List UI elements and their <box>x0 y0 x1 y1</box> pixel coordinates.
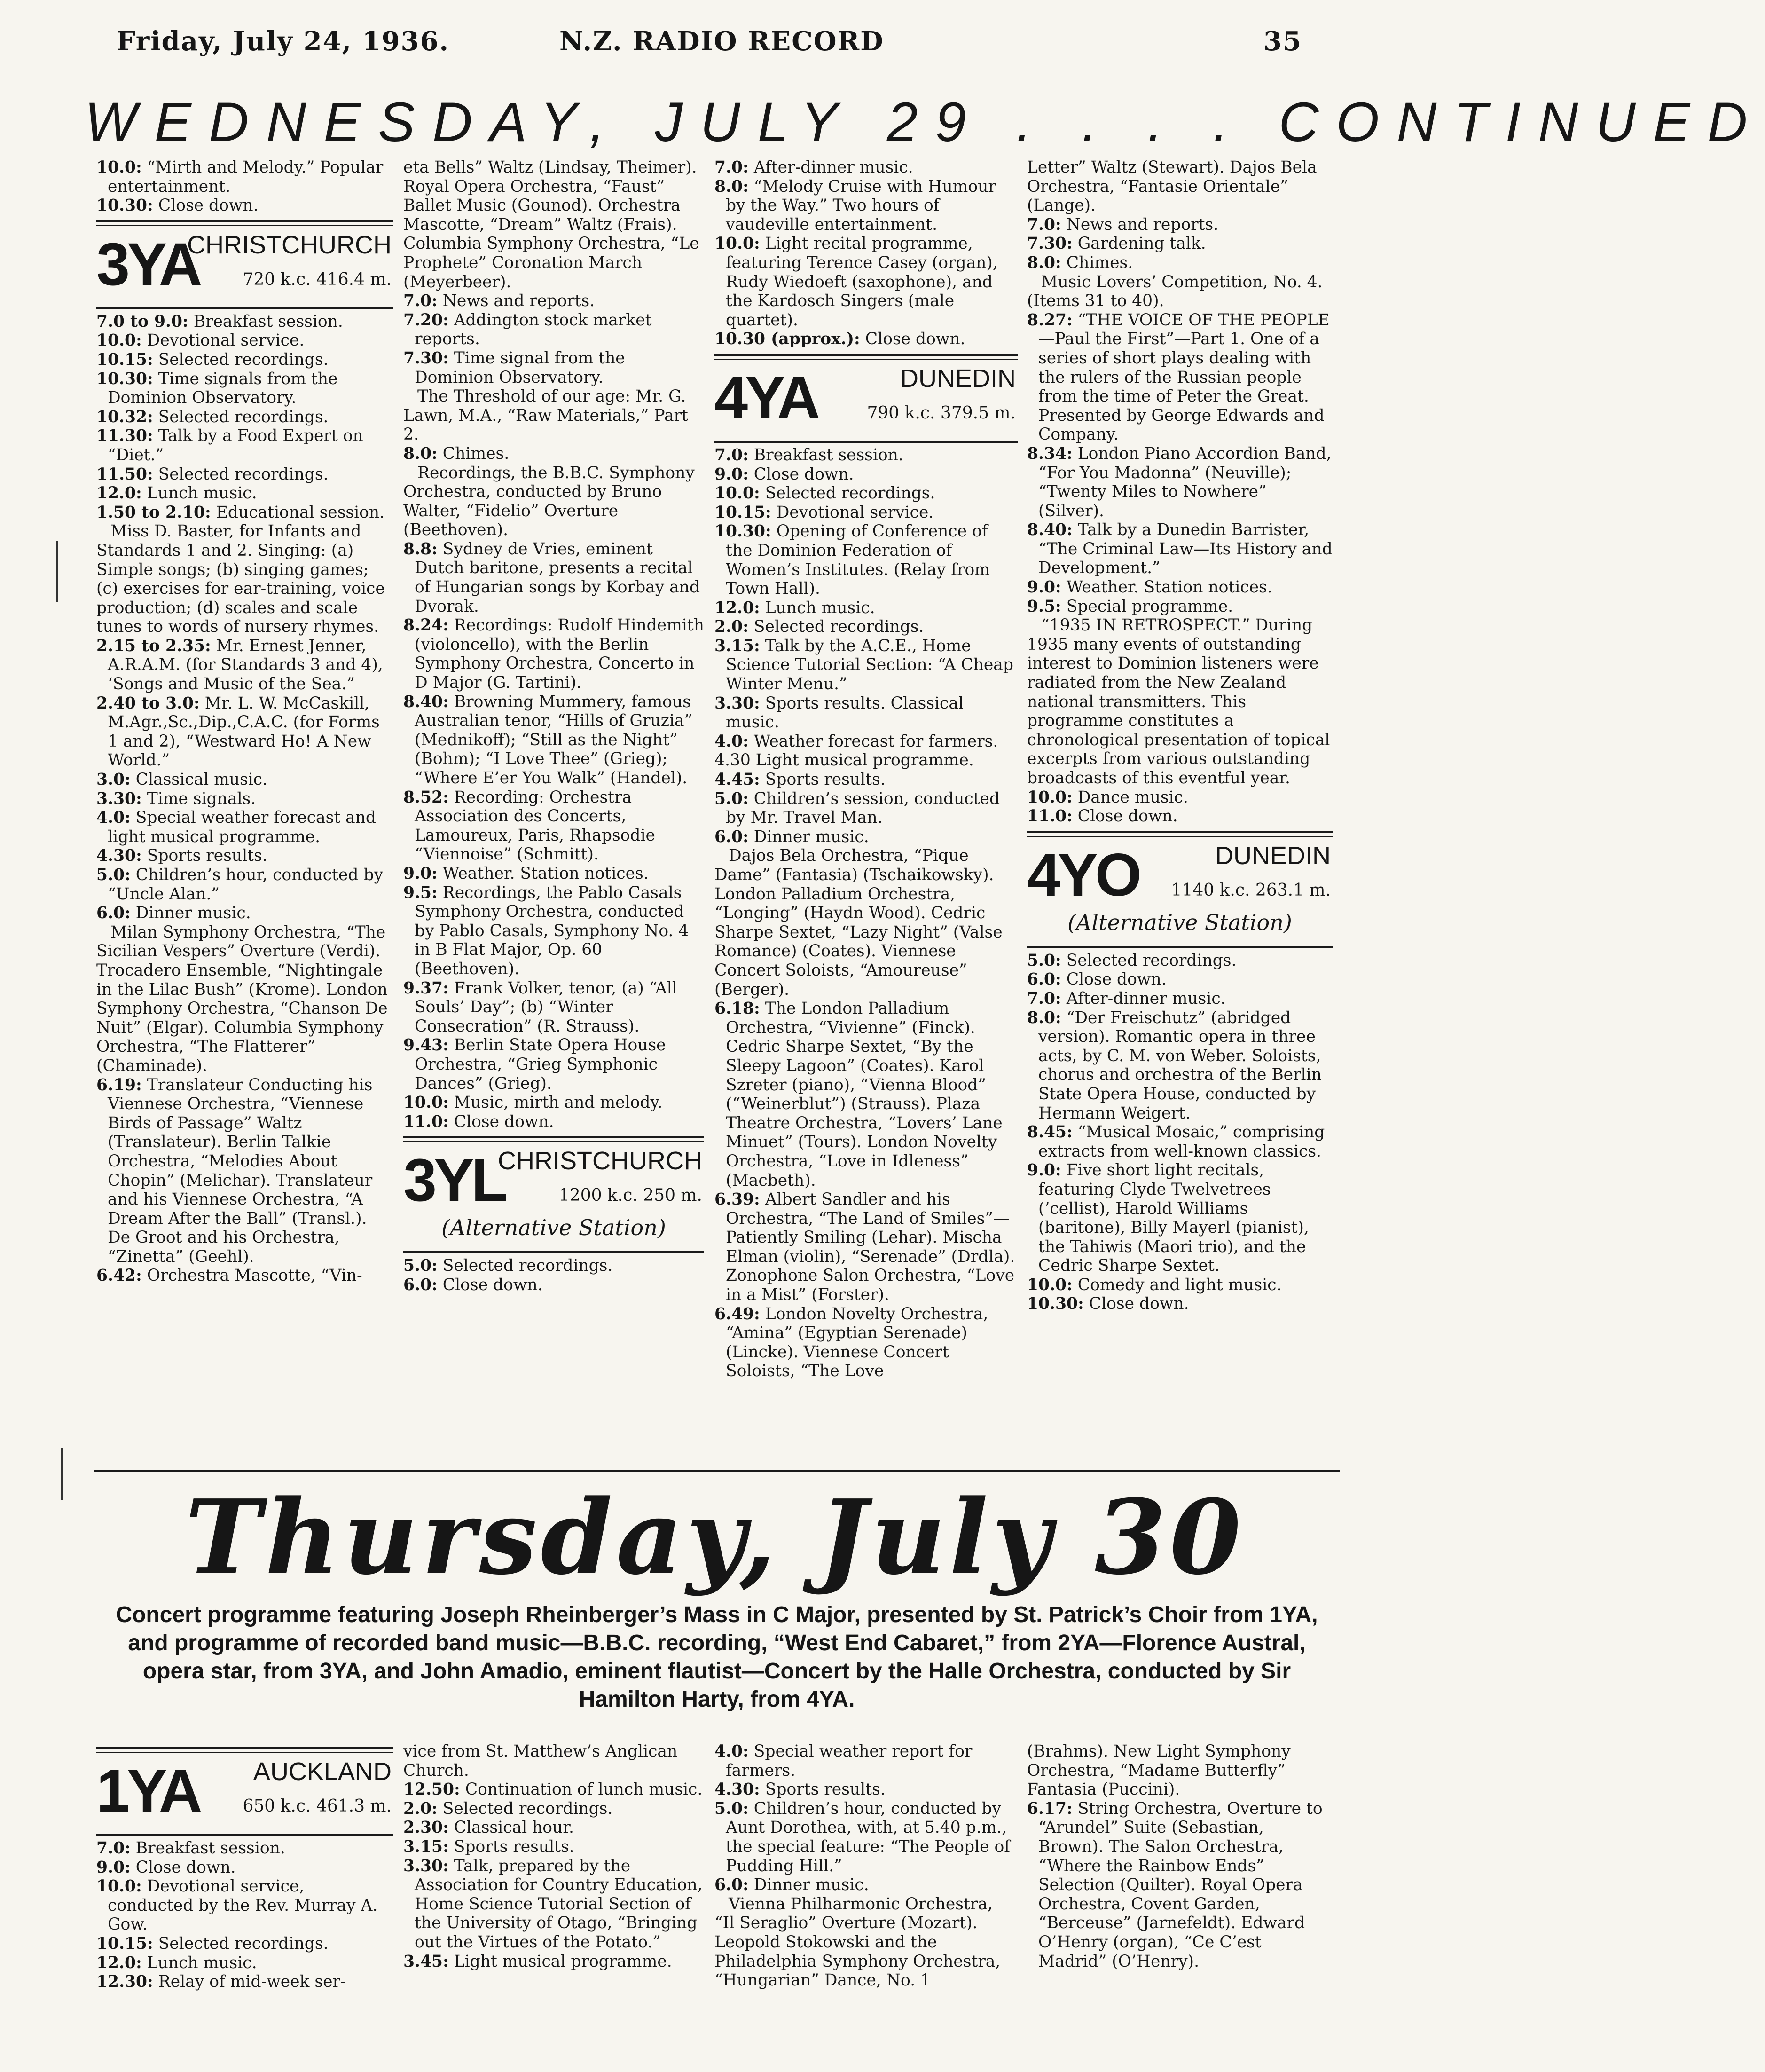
thu-column-4 <box>1027 1742 1333 1971</box>
program-entry: 6.17: String Orchestra, Overture to “Arundel” Suite (Sebastian, Brown). The Salon Orchestra, “Where the Rainbow Ends” Selection (Quilter). Royal Opera Orchestra, Covent Garden, “Berceuse” (Jarnefeldt). Edward O’Henry (organ), “Ce C’est Madrid” (O’Henry). <box>1027 1799 1323 1971</box>
program-entry: 9.0: Weather. Station notices. <box>1027 578 1272 597</box>
program-entry: 5.0: Selected recordings. <box>1027 951 1237 970</box>
program-entry: 10.0: Devotional service, conducted by the Rev. Murray A. Gow. <box>96 1877 378 1934</box>
program-entry: 4.45: Sports results. <box>714 770 886 789</box>
wed-column-2 <box>403 158 704 1294</box>
program-entry: 10.0: Light recital programme, featuring Terence Casey (organ), Rudy Wiedoeft (saxophone), and the Kardosch Singers (male quartet). <box>714 234 998 330</box>
program-entry: 8.27: “THE VOICE OF THE PEOPLE—Paul the First”—Part 1. One of a series of short plays dealing with the rulers of the Russian people from the time of Peter the Great. Presented by George Edwards and Company. <box>1027 310 1330 444</box>
program-entry: 5.0: Children’s session, conducted by Mr. Travel Man. <box>714 789 1000 827</box>
program-entry: 9.5: Special programme. <box>1027 597 1233 616</box>
program-entry: 7.0: After-dinner music. <box>1027 989 1226 1008</box>
station-note: (Alternative Station) <box>1067 909 1292 935</box>
program-entry: 10.0: Selected recordings. <box>714 484 935 503</box>
program-entry: 10.15: Devotional service. <box>714 503 934 522</box>
program-entry: The Threshold of our age: Mr. G. Lawn, M.A., “Raw Materials,” Part 2. <box>403 387 688 444</box>
program-entry: 10.30: Time signals from the Dominion Observatory. <box>96 369 338 408</box>
program-list <box>403 1742 704 1971</box>
thu-column-2 <box>403 1742 704 1971</box>
program-entry: 5.0: Children’s hour, conducted by “Uncle Alan.” <box>96 866 383 904</box>
program-entry: 4.0: Weather forecast for farmers. <box>714 732 998 751</box>
program-entry: 12.50: Continuation of lunch music. <box>403 1780 703 1799</box>
program-entry: 9.0: Weather. Station notices. <box>403 864 649 883</box>
program-entry: 11.0: Close down. <box>1027 807 1178 826</box>
program-entry: 7.0 to 9.0: Breakfast session. <box>96 312 343 331</box>
program-entry: Letter” Waltz (Stewart). Dajos Bela Orchestra, “Fantasie Orientale” (Lange). <box>1027 158 1317 215</box>
program-entry: 8.34: London Piano Accordion Band, “For You Madonna” (Neuville); “Twenty Miles to Nowhere” (Silver). <box>1027 444 1332 520</box>
program-entry: 9.0: Five short light recitals, featuring Clyde Twelvetrees (’cellist), Harold Williams (baritone), Billy Mayerl (pianist), the Tahiwis (Maori trio), and the Cedric Sharpe Sextet. <box>1027 1161 1309 1276</box>
program-entry: 12.0: Lunch music. <box>714 598 875 617</box>
program-entry: 6.42: Orchestra Mascotte, “Vin- <box>96 1266 362 1285</box>
station-city: DUNEDIN <box>900 364 1016 393</box>
program-entry: 5.0: Selected recordings. <box>403 1256 613 1276</box>
thursday-heading: Thursday, July 30 <box>185 1477 1245 1598</box>
program-list <box>96 312 393 1285</box>
program-entry: 8.40: Talk by a Dunedin Barrister, “The Criminal Law—Its History and Development.” <box>1027 520 1333 578</box>
program-entry: 10.30: Close down. <box>1027 1294 1189 1314</box>
station-code: 4YO <box>1027 841 1139 909</box>
program-entry: 2.0: Selected recordings. <box>403 1799 613 1818</box>
program-entry: 7.0: News and reports. <box>1027 215 1219 234</box>
program-entry: 2.30: Classical hour. <box>403 1818 574 1837</box>
program-entry: (Brahms). New Light Symphony Orchestra, “Madame Butterfly” Fantasia (Puccini). <box>1027 1742 1291 1799</box>
program-entry: 9.0: Close down. <box>714 465 854 484</box>
station-note: (Alternative Station) <box>441 1215 666 1241</box>
program-entry: 3.30: Sports results. Classical music. <box>714 693 964 732</box>
program-entry: 3.30: Time signals. <box>96 789 256 808</box>
program-entry: 6.0: Close down. <box>1027 970 1167 989</box>
program-entry: 8.52: Recording: Orchestra Association des Concerts, Lamoureux, Paris, Rhapsodie “Viennoise” (Schmitt). <box>403 788 655 864</box>
program-entry: 4.30: Sports results. <box>714 1780 886 1799</box>
issue-date: Friday, July 24, 1936. <box>117 26 449 57</box>
program-entry: 7.0: After-dinner music. <box>714 158 913 177</box>
program-entry: Milan Symphony Orchestra, “The Sicilian Vespers” Overture (Verdi). Trocadero Ensemble, “Nightingale in the Lilac Bush” (Krome). London Symphony Orchestra, “Chanson De Nuit” (Elgar). Columbia Symphony Orchestra, “The Flatterer” (Chaminade). <box>96 922 388 1075</box>
program-entry: 2.40 to 3.0: Mr. L. W. McCaskill, M.Agr.,Sc.,Dip.,C.A.C. (for Forms 1 and 2), “Westward Ho! A New World.” <box>96 693 380 770</box>
station-frequency: 790 k.c. 379.5 m. <box>867 403 1016 423</box>
page-number: 35 <box>1263 26 1302 57</box>
station-city: CHRISTCHURCH <box>498 1147 702 1175</box>
station-code: 3YL <box>403 1147 505 1214</box>
program-entry: 4.30: Sports results. <box>96 846 267 866</box>
station-frequency: 720 k.c. 416.4 m. <box>243 269 392 289</box>
program-entry: 4.30 Light musical programme. <box>714 751 974 770</box>
program-entry: 3.45: Light musical programme. <box>403 1952 672 1971</box>
program-entry: Miss D. Baster, for Infants and Standards 1 and 2. Singing: (a) Simple songs; (b) singing games; (c) exercises for ear-training, voice production; (d) scales and scale tunes to words of nursery rhymes. <box>96 522 385 637</box>
station-code: 1YA <box>96 1757 200 1825</box>
section-divider <box>94 1470 1340 1472</box>
program-entry: 7.20: Addington stock market reports. <box>403 310 652 349</box>
program-entry: 10.0: Devotional service. <box>96 331 305 350</box>
program-entry: “1935 IN RETROSPECT.” During 1935 many events of outstanding interest to Dominion listeners were radiated from the New Zealand national transmitters. This programme constitutes a chronological presentation of topical excerpts from various outstanding broadcasts of this eventful year. <box>1027 616 1330 788</box>
program-entry: 10.0: Dance music. <box>1027 788 1188 807</box>
program-entry: 5.0: Children’s hour, conducted by Aunt Dorothea, with, at 5.40 p.m., the special feature: “The People of Pudding Hill.” <box>714 1799 1011 1875</box>
program-entry: 10.30 (approx.): Close down. <box>714 330 965 349</box>
program-entry: 7.0: News and reports. <box>403 291 595 311</box>
program-entry: 7.0: Breakfast session. <box>96 1839 285 1858</box>
program-entry: 10.0: Music, mirth and melody. <box>403 1093 663 1112</box>
program-list <box>1027 158 1333 826</box>
program-entry: 1.50 to 2.10: Educational session. <box>96 503 385 522</box>
program-list <box>403 158 704 1131</box>
program-entry: 8.0: “Der Freischutz” (abridged version). Romantic opera in three acts, by C. M. von Weber. Soloists, chorus and orchestra of the Berlin State Opera House, conducted by Hermann Weigert. <box>1027 1008 1322 1123</box>
wed-column-1 <box>96 158 393 1285</box>
program-list <box>96 1839 393 1992</box>
program-entry: 11.0: Close down. <box>403 1112 554 1131</box>
program-entry: 6.0: Close down. <box>403 1275 543 1294</box>
program-entry: 10.15: Selected recordings. <box>96 1934 329 1953</box>
station-city: CHRISTCHURCH <box>187 230 392 259</box>
program-entry: 6.19: Translateur Conducting his Viennese Orchestra, “Viennese Birds of Passage” Waltz (Translateur). Berlin Talkie Orchestra, “Melodies About Chopin” (Melichar). Translateur and his Viennese Orchestra, “A Dream After the Ball” (Transl.). De Groot and his Orchestra, “Zinetta” (Geehl). <box>96 1075 373 1266</box>
publication-title: N.Z. RADIO RECORD <box>559 26 884 57</box>
program-entry: 8.24: Recordings: Rudolf Hindemith (violoncello), with the Berlin Symphony Orchestra, Concerto in D Major (G. Tartini). <box>403 616 704 693</box>
thursday-intro: Concert programme featuring Joseph Rheinberger’s Mass in C Major, presented by St. Patrick’s Choir from 1YA, and programme of recorded band music—B.B.C. recording, “West End Cabaret,” from 2YA—Florence Austral, opera star, from 3YA, and John Amadio, eminent flautist—Concert by the Halle Orchestra, conducted by Sir Hamilton Harty, from 4YA. <box>116 1602 1318 1712</box>
program-entry: 9.0: Close down. <box>96 1858 236 1877</box>
station-header-3ya <box>96 232 393 302</box>
program-entry: eta Bells” Waltz (Lindsay, Theimer). Royal Opera Orchestra, “Faust” Ballet Music (Gounod). Orchestra Mascotte, “Dream” Waltz (Frais). Columbia Symphony Orchestra, “Le Prophete” Coronation March (Meyerbeer). <box>403 158 699 291</box>
program-entry: 7.0: Breakfast session. <box>714 445 903 465</box>
program-entry: 8.45: “Musical Mosaic,” comprising extracts from well-known classics. <box>1027 1123 1325 1161</box>
station-city: DUNEDIN <box>1215 841 1331 870</box>
program-entry: 3.0: Classical music. <box>96 770 268 789</box>
station-code: 4YA <box>714 364 818 432</box>
program-entry: 7.30: Gardening talk. <box>1027 234 1206 253</box>
program-entry: 6.0: Dinner music. <box>96 904 251 923</box>
station-frequency: 1140 k.c. 263.1 m. <box>1171 880 1331 900</box>
program-entry: 9.37: Frank Volker, tenor, (a) “All Souls’ Day”; (b) “Winter Consecration” (R. Strauss). <box>403 978 677 1036</box>
program-entry: 12.0: Lunch music. <box>96 1953 257 1972</box>
program-entry: 6.0: Dinner music. <box>714 827 869 846</box>
program-entry: 10.30: Opening of Conference of the Dominion Federation of Women’s Institutes. (Relay from Town Hall). <box>714 522 990 599</box>
program-entry: 2.15 to 2.35: Mr. Ernest Jenner, A.R.A.M. (for Standards 3 and 4), ‘Songs and Music of the Sea.” <box>96 636 383 694</box>
program-entry: 3.15: Sports results. <box>403 1837 574 1856</box>
station-header-4yo <box>1027 843 1333 941</box>
program-entry: 10.0: “Mirth and Melody.” Popular entertainment. <box>96 158 384 196</box>
station-header-4ya <box>714 365 1018 436</box>
program-list <box>714 446 1018 1381</box>
program-entry: 6.49: London Novelty Orchestra, “Amina” (Egyptian Serenade) (Lincke). Viennese Concert Soloists, “The Love <box>714 1304 988 1381</box>
program-list <box>96 158 393 215</box>
program-entry: 12.30: Relay of mid-week ser- <box>96 1972 346 1992</box>
program-entry: 8.0: Chimes. <box>1027 253 1133 272</box>
program-list <box>1027 1742 1333 1971</box>
wed-column-4 <box>1027 158 1333 1314</box>
program-entry: 11.30: Talk by a Food Expert on “Diet.” <box>96 426 363 465</box>
program-entry: 10.0: Comedy and light music. <box>1027 1275 1282 1294</box>
program-entry: 3.30: Talk, prepared by the Association for Country Education, Home Science Tutorial Section of the University of Otago, “Bringing out the Virtues of the Potato.” <box>403 1856 703 1952</box>
station-header-3yl <box>403 1148 704 1246</box>
program-entry: 8.40: Browning Mummery, famous Australian tenor, “Hills of Gruzia” (Mednikoff); “Still as the Night” (Bohm); “I Love Thee” (Grieg); “Where E’er You Walk” (Handel). <box>403 692 693 788</box>
program-entry: 8.0: Chimes. <box>403 444 510 463</box>
program-entry: 9.43: Berlin State Opera House Orchestra, “Grieg Symphonic Dances” (Grieg). <box>403 1036 666 1093</box>
program-entry: Recordings, the B.B.C. Symphony Orchestra, conducted by Bruno Walter, “Fidelio” Overture (Beethoven). <box>403 463 695 540</box>
program-list <box>714 158 1018 349</box>
thu-column-3 <box>714 1742 1018 1990</box>
program-entry: 8.0: “Melody Cruise with Humour by the Way.” Two hours of vaudeville entertainment. <box>714 177 996 234</box>
program-entry: 10.32: Selected recordings. <box>96 407 329 426</box>
program-entry: 10.15: Selected recordings. <box>96 350 329 369</box>
program-entry: 2.0: Selected recordings. <box>714 617 924 637</box>
program-entry: Vienna Philharmonic Orchestra, “Il Seraglio” Overture (Mozart). Leopold Stokowski and the Philadelphia Symphony Orchestra, “Hungarian” Dance, No. 1 <box>714 1894 1001 1990</box>
program-entry: 4.0: Special weather report for farmers. <box>714 1742 973 1780</box>
station-frequency: 1200 k.c. 250 m. <box>558 1186 702 1205</box>
program-entry: 6.18: The London Palladium Orchestra, “Vivienne” (Finck). Cedric Sharpe Sextet, “By the Sleepy Lagoon” (Coates). Karol Szreter (piano), “Vienna Blood” (“Weinerblut”) (Strauss). Plaza Theatre Orchestra, “Lovers’ Lane Minuet” (Tours). London Novelty Orchestra, “Love in Idleness” (Macbeth). <box>714 999 1003 1190</box>
program-list <box>1027 951 1333 1314</box>
thu-column-1 <box>96 1742 393 1992</box>
station-code: 3YA <box>96 230 200 298</box>
program-entry: 12.0: Lunch music. <box>96 484 257 503</box>
program-entry: 6.39: Albert Sandler and his Orchestra, “The Land of Smiles”—Patiently Smiling (Lehar). Mischa Elman (violin), “Serenade” (Drdla). Zonophone Salon Orchestra, “Love in a Mist” (Forster). <box>714 1190 1015 1305</box>
program-entry: 6.0: Dinner music. <box>714 1875 869 1895</box>
program-entry: 3.15: Talk by the A.C.E., Home Science Tutorial Section: “A Cheap Winter Menu.” <box>714 636 1013 694</box>
margin-ink-mark <box>56 541 58 602</box>
station-frequency: 650 k.c. 461.3 m. <box>243 1796 392 1816</box>
station-city: AUCKLAND <box>253 1757 392 1786</box>
program-entry: vice from St. Matthew’s Anglican Church. <box>403 1742 678 1780</box>
program-entry: 11.50: Selected recordings. <box>96 465 329 484</box>
program-list <box>714 1742 1018 1990</box>
program-entry: 10.30: Close down. <box>96 196 259 215</box>
program-entry: Music Lovers’ Competition, No. 4. (Items 31 to 40). <box>1027 272 1323 311</box>
program-entry: 9.5: Recordings, the Pablo Casals Symphony Orchestra, conducted by Pablo Casals, Symphony No. 4 in B Flat Major, Op. 60 (Beethoven). <box>403 883 689 978</box>
program-entry: 7.30: Time signal from the Dominion Observatory. <box>403 348 625 387</box>
program-list <box>403 1256 704 1294</box>
program-entry: Dajos Bela Orchestra, “Pique Dame” (Fantasia) (Tschaikowsky). London Palladium Orchestra, “Longing” (Haydn Wood). Cedric Sharpe Sextet, “Lazy Night” (Valse Romance) (Coates). Viennese Concert Soloists, “Amoureuse” (Berger). <box>714 846 1003 999</box>
day-banner: WEDNESDAY, JULY 29 . . . . CONTINUED <box>85 91 1765 153</box>
wed-column-3 <box>714 158 1018 1381</box>
station-header-1ya <box>96 1758 393 1829</box>
program-entry: 4.0: Special weather forecast and light musical programme. <box>96 808 377 846</box>
program-entry: 8.8: Sydney de Vries, eminent Dutch baritone, presents a recital of Hungarian songs by Korbay and Dvorak. <box>403 539 700 616</box>
